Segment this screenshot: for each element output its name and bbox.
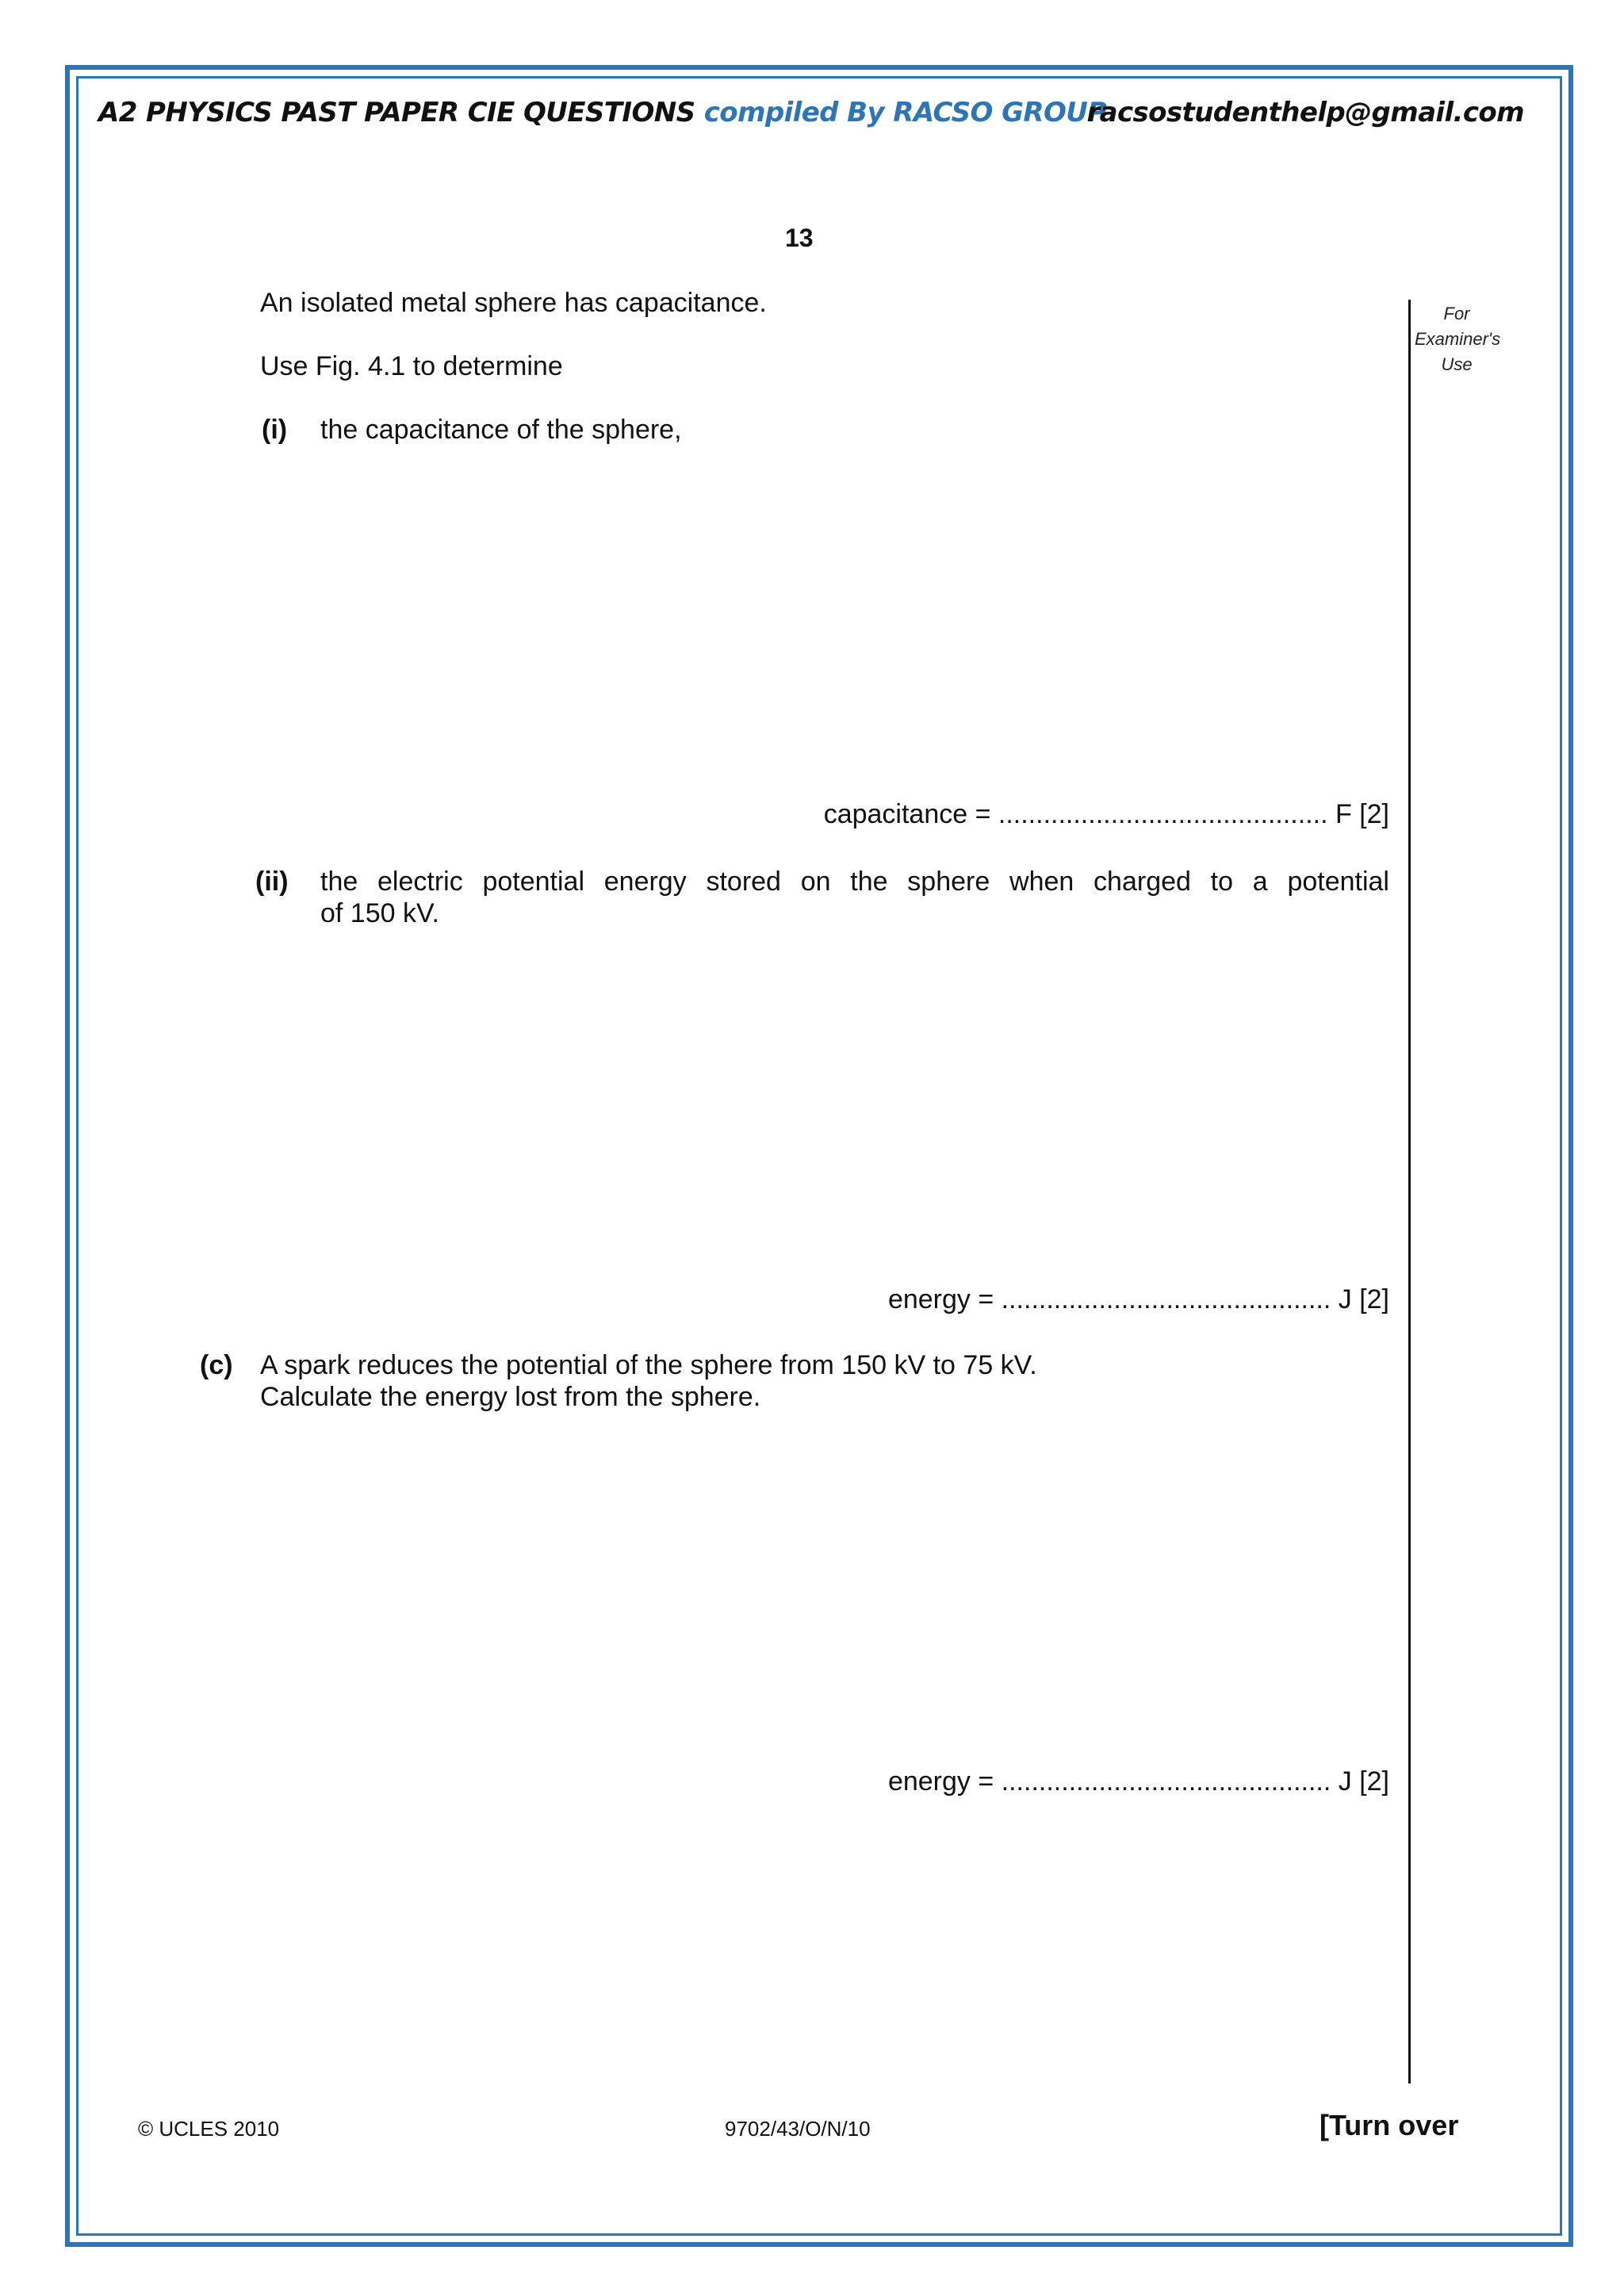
part-ii-text-line-1: the electric potential energy stored on the sphere when charged to a potential: [320, 867, 1389, 897]
examiner-line-2: Examiner's: [1415, 329, 1501, 349]
part-i-label: (i): [262, 415, 288, 445]
page-number: 13: [785, 224, 814, 252]
part-c-text-line-1: A spark reduces the potential of the sphere from 150 kV to 75 kV.: [260, 1350, 1037, 1380]
header-title-compiled: compiled By RACSO GROUP: [703, 97, 1107, 128]
part-ii-label: (ii): [255, 867, 289, 897]
part-c-text-line-2: Calculate the energy lost from the sphere.: [260, 1382, 761, 1412]
header-title-main: A2 PHYSICS PAST PAPER CIE QUESTIONS: [98, 97, 695, 128]
part-c-label: (c): [200, 1350, 233, 1380]
intro-line-1: An isolated metal sphere has capacitance.: [260, 288, 767, 318]
footer-paper-code: 9702/43/O/N/10: [725, 2117, 871, 2141]
footer-turn-over: [Turn over: [1320, 2109, 1459, 2141]
part-i-text: the capacitance of the sphere,: [320, 415, 682, 445]
examiner-use-label: [1415, 301, 1499, 377]
examiner-line-1: For: [1443, 304, 1470, 323]
part-i-answer-line: capacitance = ............................................ F [2]: [823, 799, 1389, 829]
intro-line-2: Use Fig. 4.1 to determine: [260, 351, 563, 381]
part-c-answer-line: energy = ............................................ J [2]: [887, 1766, 1389, 1797]
footer-copyright: © UCLES 2010: [138, 2117, 280, 2141]
page-border-inner: [76, 76, 1562, 2236]
header-title: [98, 97, 1107, 128]
examiner-margin-rule: [1408, 300, 1411, 2084]
examiner-line-3: Use: [1441, 354, 1473, 374]
header-email: racsostudenthelp@gmail.com: [1086, 97, 1524, 128]
part-ii-text-line-2: of 150 kV.: [320, 898, 439, 928]
part-ii-answer-line: energy = ............................................ J [2]: [887, 1284, 1389, 1314]
